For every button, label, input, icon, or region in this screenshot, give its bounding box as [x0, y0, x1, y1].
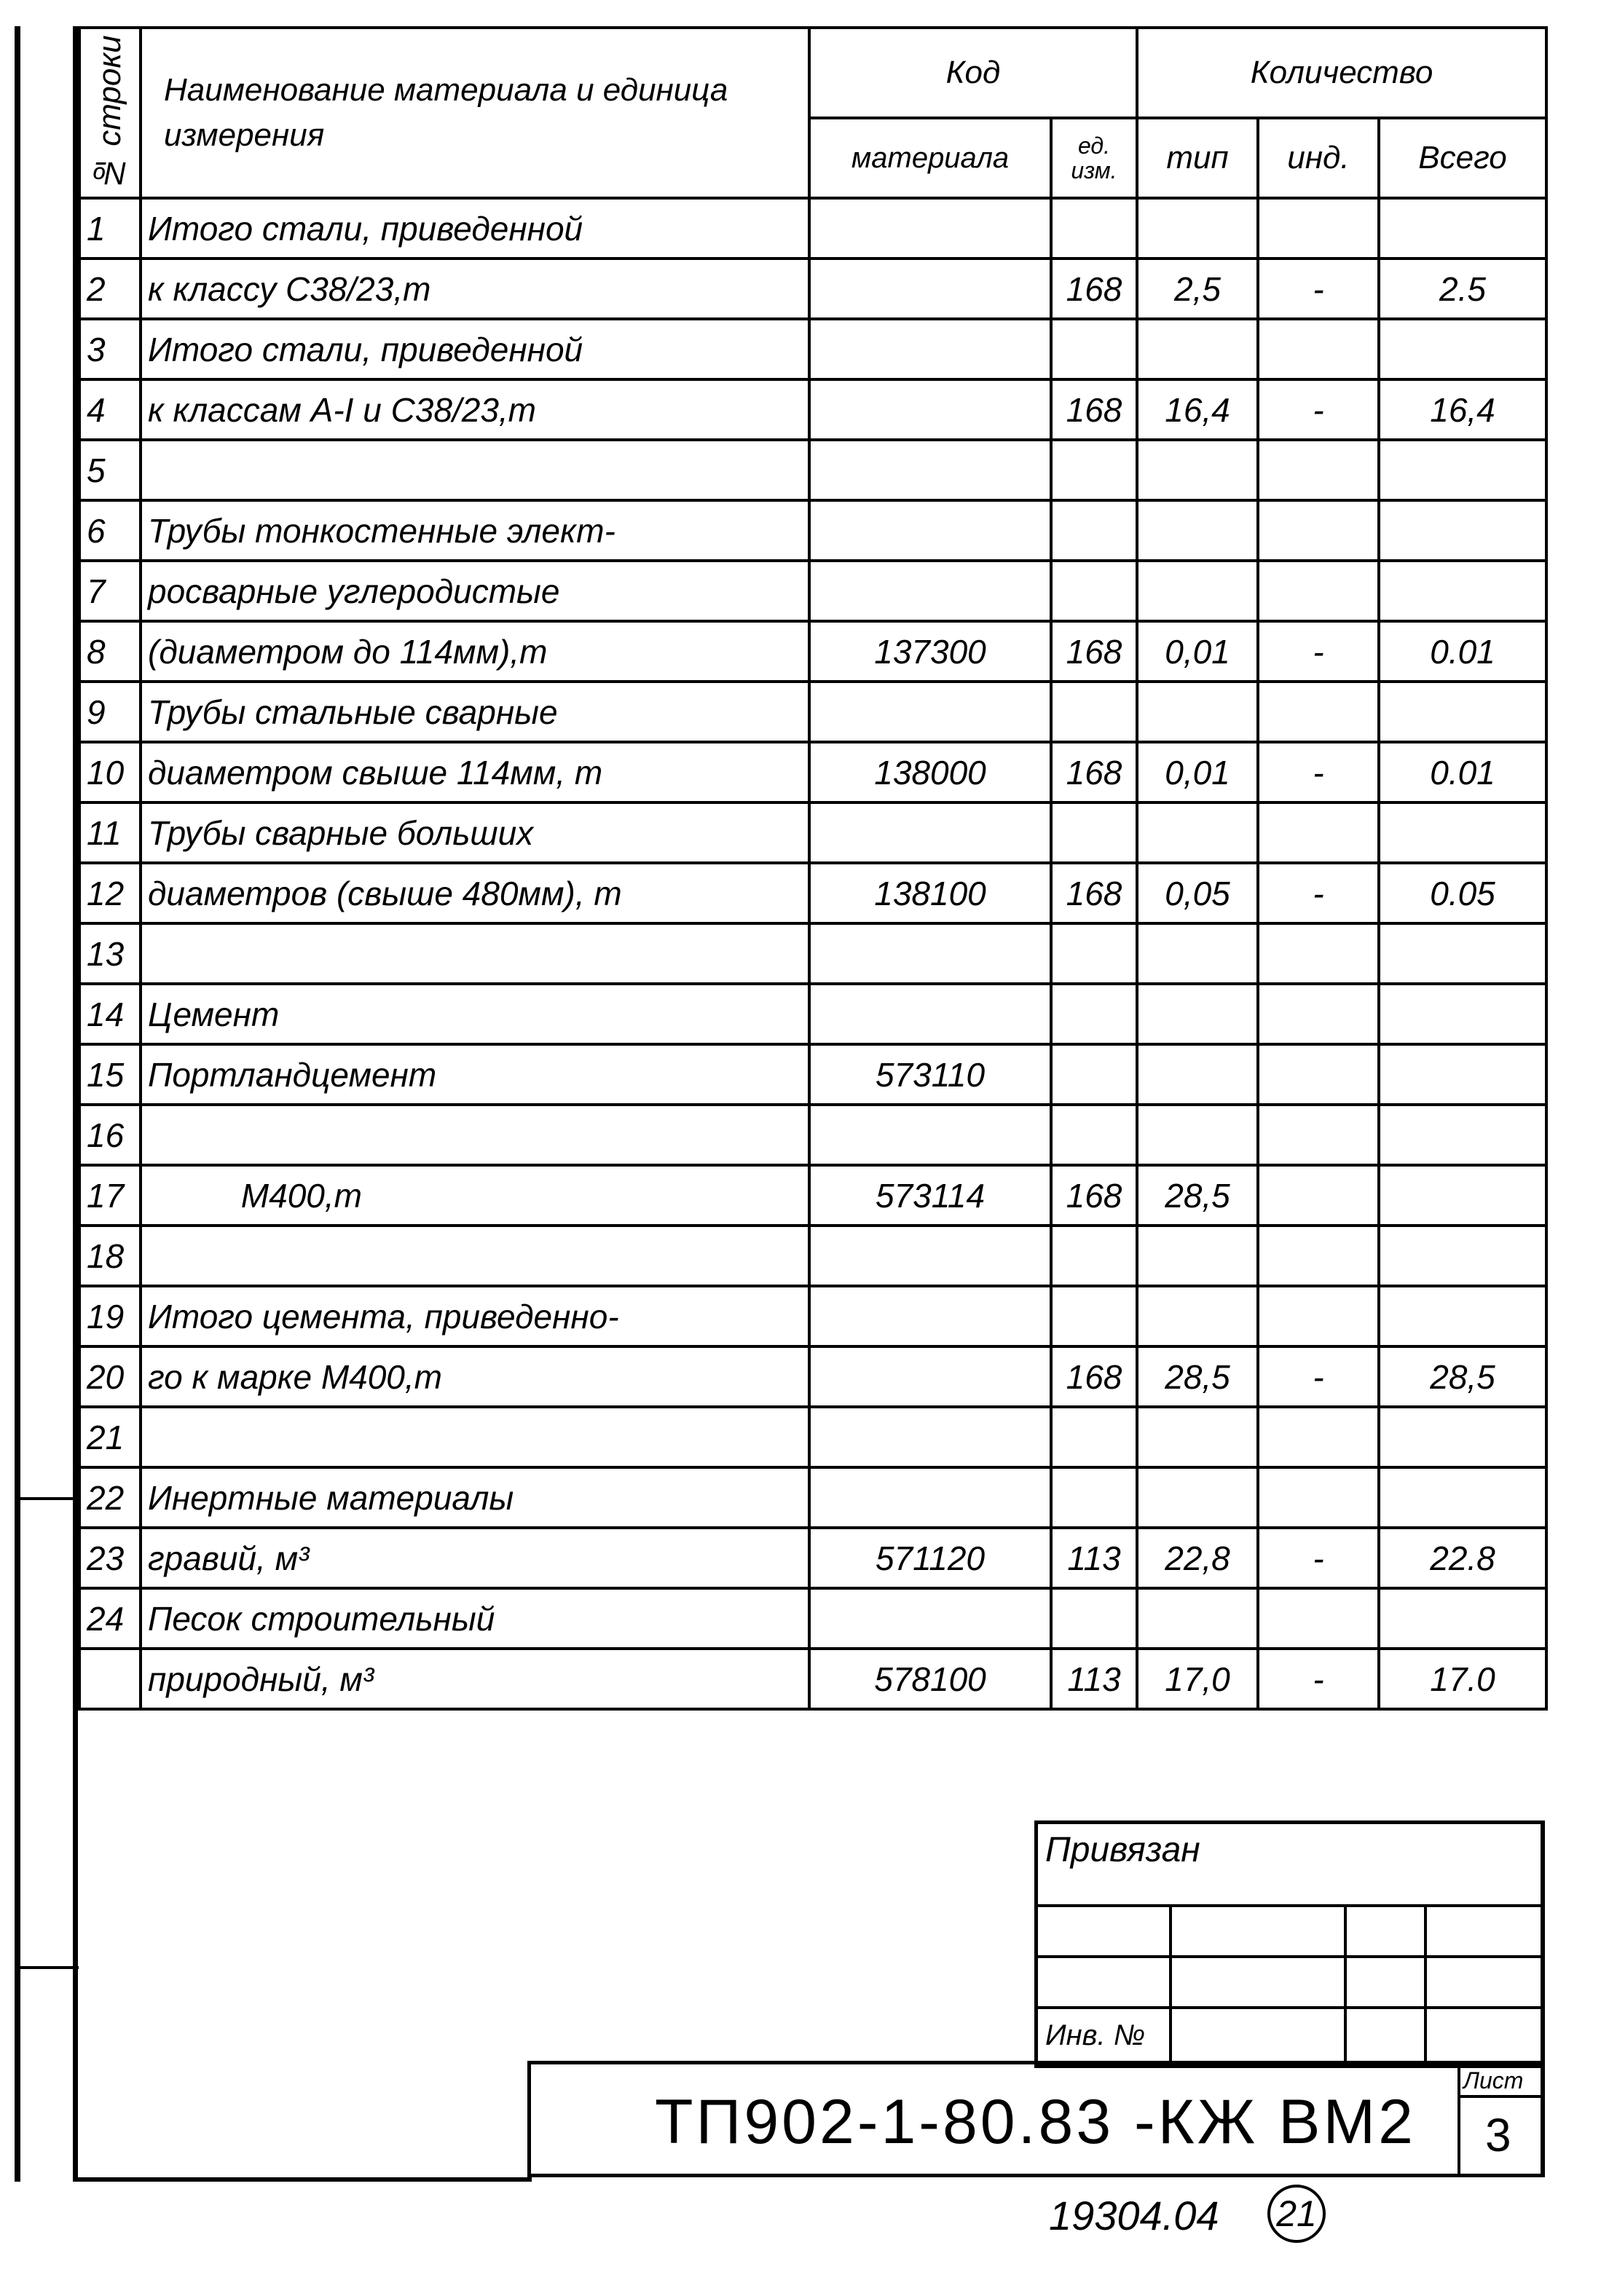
unit-code-cell [1051, 802, 1137, 863]
unit-code-cell: 168 [1051, 621, 1137, 682]
row-number-cell: 21 [79, 1407, 141, 1467]
material-name-cell [141, 923, 809, 984]
qty-type-cell [1137, 984, 1258, 1044]
material-code-cell [809, 561, 1051, 621]
qty-total-cell [1379, 500, 1546, 561]
material-name-cell: Портландцемент [141, 1044, 809, 1105]
material-name-cell: М400,т [141, 1165, 809, 1226]
unit-code-cell [1051, 682, 1137, 742]
material-name-cell: диаметром свыше 114мм, т [141, 742, 809, 802]
table-row [79, 984, 1546, 1044]
qty-total-cell [1379, 1407, 1546, 1467]
row-number-cell: 7 [79, 561, 141, 621]
qty-type-cell: 28,5 [1137, 1346, 1258, 1407]
material-name-cell: гравий, м³ [141, 1528, 809, 1588]
material-name-cell: природный, м³ [141, 1649, 809, 1709]
margin-divider [20, 1497, 79, 1500]
header-qty-ind: инд. [1258, 118, 1379, 198]
qty-total-cell [1379, 682, 1546, 742]
qty-total-cell [1379, 1165, 1546, 1226]
material-code-cell: 571120 [809, 1528, 1051, 1588]
row-number-cell: 13 [79, 923, 141, 984]
material-name-cell: Цемент [141, 984, 809, 1044]
qty-type-cell [1137, 1467, 1258, 1528]
material-name-cell: Трубы тонкостенные элект- [141, 500, 809, 561]
row-number-cell: 4 [79, 379, 141, 440]
table-row [79, 1044, 1546, 1105]
qty-ind-cell [1258, 500, 1379, 561]
table-row [79, 198, 1546, 259]
table-row [79, 379, 1546, 440]
qty-total-cell [1379, 1588, 1546, 1649]
table-row [79, 863, 1546, 923]
qty-type-cell [1137, 682, 1258, 742]
table-row [79, 621, 1546, 682]
table-row [79, 500, 1546, 561]
row-number-cell: 5 [79, 440, 141, 500]
unit-code-cell [1051, 923, 1137, 984]
qty-ind-cell [1258, 440, 1379, 500]
row-number-cell: 10 [79, 742, 141, 802]
material-code-cell [809, 1407, 1051, 1467]
header-code: Код [809, 28, 1137, 118]
qty-type-cell [1137, 1226, 1258, 1286]
qty-total-cell [1379, 1044, 1546, 1105]
qty-ind-cell [1258, 319, 1379, 379]
row-number-cell: 17 [79, 1165, 141, 1226]
header-code-material: материала [809, 118, 1051, 198]
qty-type-cell: 28,5 [1137, 1165, 1258, 1226]
unit-code-cell [1051, 1226, 1137, 1286]
qty-ind-cell [1258, 1105, 1379, 1165]
material-name-cell [141, 1105, 809, 1165]
sheet-number: 3 [1485, 2109, 1511, 2161]
qty-ind-cell [1258, 802, 1379, 863]
material-name-cell: диаметров (свыше 480мм), т [141, 863, 809, 923]
table-row [79, 1407, 1546, 1467]
qty-total-cell: 0.01 [1379, 742, 1546, 802]
row-number-cell: 18 [79, 1226, 141, 1286]
unit-code-cell [1051, 500, 1137, 561]
material-code-cell [809, 379, 1051, 440]
header-qty-type: тип [1137, 118, 1258, 198]
row-number-cell: 14 [79, 984, 141, 1044]
table-row [79, 1226, 1546, 1286]
row-number-cell: 12 [79, 863, 141, 923]
table-row [79, 923, 1546, 984]
qty-type-cell: 0,01 [1137, 742, 1258, 802]
table-row [79, 682, 1546, 742]
material-code-cell [809, 198, 1051, 259]
qty-ind-cell [1258, 1407, 1379, 1467]
qty-total-cell: 0.05 [1379, 863, 1546, 923]
qty-ind-cell: - [1258, 1649, 1379, 1709]
table-row [79, 1528, 1546, 1588]
qty-total-cell [1379, 802, 1546, 863]
qty-type-cell: 0,05 [1137, 863, 1258, 923]
row-number-cell: 3 [79, 319, 141, 379]
header-name: Наименование материала и единица измерения [141, 28, 809, 198]
material-name-cell: Итого стали, приведенной [141, 198, 809, 259]
circled-page-number: 21 [1267, 2185, 1326, 2243]
row-number-cell: 22 [79, 1467, 141, 1528]
qty-total-cell [1379, 561, 1546, 621]
table-row [79, 1105, 1546, 1165]
qty-total-cell: 17.0 [1379, 1649, 1546, 1709]
unit-code-cell: 168 [1051, 379, 1137, 440]
binding-margin-line [15, 26, 20, 2182]
qty-type-cell [1137, 1588, 1258, 1649]
qty-ind-cell: - [1258, 621, 1379, 682]
material-code-cell: 578100 [809, 1649, 1051, 1709]
row-number-cell: 20 [79, 1346, 141, 1407]
document-code: ТП902-1-80.83 -КЖ ВМ2 [655, 2087, 1416, 2157]
qty-type-cell [1137, 1044, 1258, 1105]
qty-type-cell [1137, 500, 1258, 561]
header-quantity: Количество [1137, 28, 1546, 118]
qty-type-cell: 22,8 [1137, 1528, 1258, 1588]
row-number-cell: 9 [79, 682, 141, 742]
material-name-cell: (диаметром до 114мм),т [141, 621, 809, 682]
qty-total-cell [1379, 440, 1546, 500]
row-number-cell: 16 [79, 1105, 141, 1165]
material-name-cell: Трубы сварные больших [141, 802, 809, 863]
qty-type-cell: 2,5 [1137, 259, 1258, 319]
inventory-number-label: Инв. № [1045, 2019, 1146, 2051]
qty-type-cell: 0,01 [1137, 621, 1258, 682]
qty-type-cell [1137, 1286, 1258, 1346]
qty-total-cell [1379, 1467, 1546, 1528]
material-name-cell: Песок строительный [141, 1588, 809, 1649]
table-row [79, 1467, 1546, 1528]
row-number-cell [79, 1649, 141, 1709]
material-code-cell [809, 923, 1051, 984]
qty-ind-cell: - [1258, 259, 1379, 319]
row-number-cell: 6 [79, 500, 141, 561]
table-row [79, 440, 1546, 500]
material-name-cell: к классам А-I и С38/23,т [141, 379, 809, 440]
material-code-cell [809, 500, 1051, 561]
material-name-cell: к классу С38/23,т [141, 259, 809, 319]
table-row [79, 1346, 1546, 1407]
material-code-cell [809, 1226, 1051, 1286]
unit-code-cell [1051, 440, 1137, 500]
unit-code-cell: 168 [1051, 863, 1137, 923]
material-code-cell [809, 259, 1051, 319]
unit-code-cell [1051, 1044, 1137, 1105]
frame-left [73, 26, 78, 2182]
unit-code-cell: 113 [1051, 1649, 1137, 1709]
material-name-cell: го к марке М400,т [141, 1346, 809, 1407]
qty-type-cell: 17,0 [1137, 1649, 1258, 1709]
table-row [79, 319, 1546, 379]
qty-ind-cell [1258, 1165, 1379, 1226]
table-row [79, 1649, 1546, 1709]
qty-ind-cell [1258, 1044, 1379, 1105]
qty-total-cell [1379, 1226, 1546, 1286]
material-code-cell [809, 1588, 1051, 1649]
qty-ind-cell [1258, 682, 1379, 742]
linked-label: Привязан [1045, 1831, 1200, 1869]
header-qty-total: Всего [1379, 118, 1546, 198]
row-number-cell: 23 [79, 1528, 141, 1588]
qty-ind-cell [1258, 561, 1379, 621]
frame-bottom [73, 2177, 532, 2182]
unit-code-cell [1051, 1588, 1137, 1649]
unit-code-cell: 168 [1051, 1165, 1137, 1226]
material-name-cell: росварные углеродистые [141, 561, 809, 621]
title-block [527, 2061, 1545, 2177]
qty-type-cell [1137, 1105, 1258, 1165]
unit-code-cell [1051, 198, 1137, 259]
archive-number: 19304.04 [1049, 2193, 1219, 2238]
qty-type-cell [1137, 561, 1258, 621]
unit-code-cell [1051, 1286, 1137, 1346]
qty-ind-cell [1258, 1286, 1379, 1346]
material-code-cell [809, 984, 1051, 1044]
table-row [79, 561, 1546, 621]
linked-stamp [1034, 1820, 1545, 2068]
row-number-cell: 19 [79, 1286, 141, 1346]
table-row [79, 1286, 1546, 1346]
qty-type-cell [1137, 802, 1258, 863]
material-name-cell [141, 1407, 809, 1467]
sheet-label: Лист [1463, 2067, 1524, 2094]
qty-type-cell [1137, 440, 1258, 500]
table-row [79, 1165, 1546, 1226]
table-row [79, 802, 1546, 863]
qty-total-cell [1379, 198, 1546, 259]
qty-ind-cell: - [1258, 379, 1379, 440]
row-number-cell: 15 [79, 1044, 141, 1105]
material-code-cell [809, 1346, 1051, 1407]
unit-code-cell [1051, 561, 1137, 621]
qty-total-cell [1379, 923, 1546, 984]
material-code-cell [809, 1286, 1051, 1346]
row-number-cell: 8 [79, 621, 141, 682]
unit-code-cell: 168 [1051, 742, 1137, 802]
qty-total-cell: 2.5 [1379, 259, 1546, 319]
material-code-cell: 137300 [809, 621, 1051, 682]
qty-total-cell: 16,4 [1379, 379, 1546, 440]
material-name-cell [141, 1226, 809, 1286]
qty-type-cell [1137, 1407, 1258, 1467]
qty-type-cell [1137, 198, 1258, 259]
qty-ind-cell: - [1258, 1528, 1379, 1588]
material-code-cell: 573114 [809, 1165, 1051, 1226]
unit-code-cell [1051, 319, 1137, 379]
qty-type-cell [1137, 319, 1258, 379]
qty-total-cell [1379, 1286, 1546, 1346]
margin-divider [20, 1966, 79, 1969]
material-code-cell [809, 440, 1051, 500]
material-code-cell [809, 682, 1051, 742]
qty-ind-cell [1258, 1588, 1379, 1649]
qty-ind-cell: - [1258, 742, 1379, 802]
qty-total-cell: 22.8 [1379, 1528, 1546, 1588]
material-name-cell: Трубы стальные сварные [141, 682, 809, 742]
row-number-cell: 1 [79, 198, 141, 259]
unit-code-cell [1051, 1467, 1137, 1528]
unit-code-cell: 168 [1051, 1346, 1137, 1407]
materials-table [78, 26, 1548, 1711]
material-code-cell [809, 319, 1051, 379]
table-row [79, 259, 1546, 319]
unit-code-cell [1051, 984, 1137, 1044]
unit-code-cell: 168 [1051, 259, 1137, 319]
material-name-cell: Итого стали, приведенной [141, 319, 809, 379]
table-row [79, 1588, 1546, 1649]
header-code-unit: ед. изм. [1051, 118, 1137, 198]
unit-code-cell: 113 [1051, 1528, 1137, 1588]
qty-ind-cell [1258, 984, 1379, 1044]
qty-ind-cell [1258, 1226, 1379, 1286]
material-name-cell: Итого цемента, приведенно- [141, 1286, 809, 1346]
header-row-number: № строки [79, 28, 141, 198]
material-code-cell [809, 1467, 1051, 1528]
qty-total-cell [1379, 1105, 1546, 1165]
qty-total-cell [1379, 319, 1546, 379]
qty-type-cell: 16,4 [1137, 379, 1258, 440]
unit-code-cell [1051, 1105, 1137, 1165]
row-number-cell: 2 [79, 259, 141, 319]
qty-ind-cell [1258, 923, 1379, 984]
qty-ind-cell: - [1258, 863, 1379, 923]
material-name-cell [141, 440, 809, 500]
row-number-cell: 11 [79, 802, 141, 863]
qty-total-cell [1379, 984, 1546, 1044]
material-name-cell: Инертные материалы [141, 1467, 809, 1528]
qty-ind-cell [1258, 1467, 1379, 1528]
qty-ind-cell [1258, 198, 1379, 259]
qty-total-cell: 0.01 [1379, 621, 1546, 682]
row-number-cell: 24 [79, 1588, 141, 1649]
unit-code-cell [1051, 1407, 1137, 1467]
qty-total-cell: 28,5 [1379, 1346, 1546, 1407]
material-code-cell: 138100 [809, 863, 1051, 923]
material-code-cell [809, 802, 1051, 863]
material-code-cell: 138000 [809, 742, 1051, 802]
table-row [79, 742, 1546, 802]
material-code-cell: 573110 [809, 1044, 1051, 1105]
qty-type-cell [1137, 923, 1258, 984]
qty-ind-cell: - [1258, 1346, 1379, 1407]
material-code-cell [809, 1105, 1051, 1165]
